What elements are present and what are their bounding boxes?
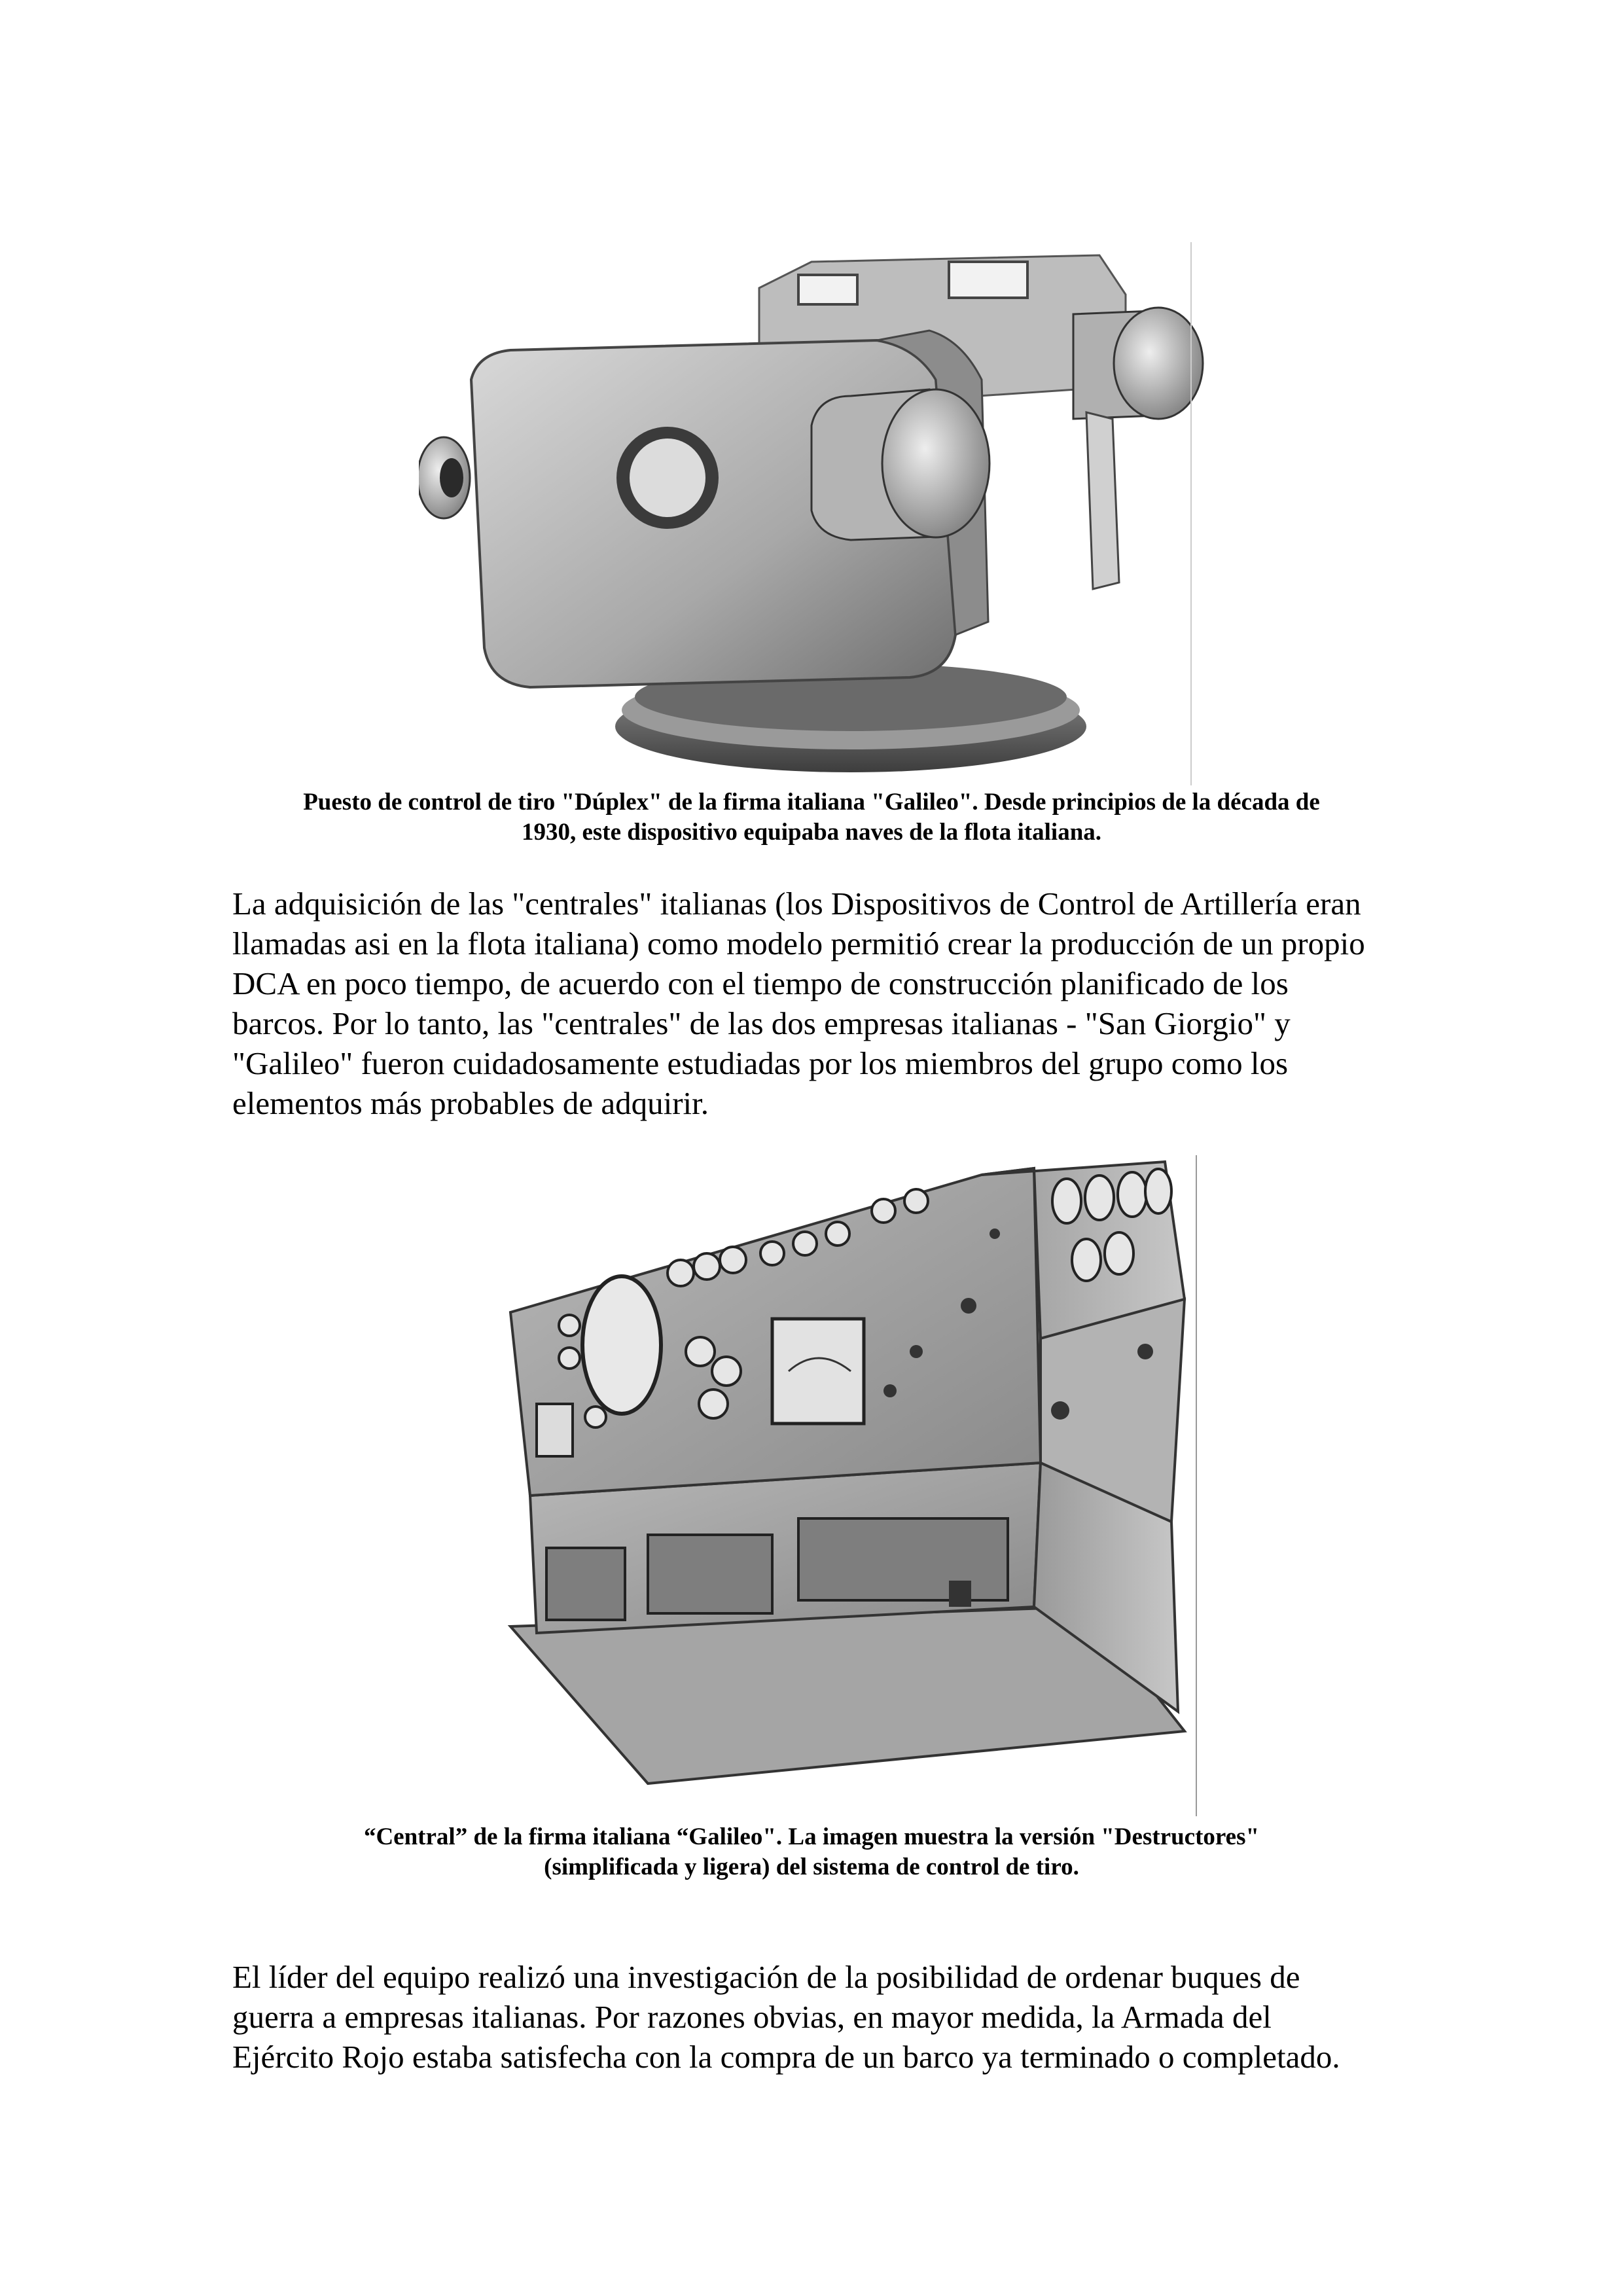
paragraph-line: La adquisición de las "centrales" italianas (los Dispositivos de Control de Artillería eran xyxy=(232,886,1361,922)
figure-duplex-photo xyxy=(419,216,1217,792)
paragraph-1 xyxy=(232,884,1410,1123)
paragraph-line: barcos. Por lo tanto, las "centrales" de las dos empresas italianas - "San Giorgio" y xyxy=(232,1005,1291,1041)
duplex-illustration xyxy=(419,216,1217,792)
paragraph-line: llamadas asi en la flota italiana) como modelo permitió crear la producción de un propio xyxy=(232,925,1365,961)
paragraph-line: Ejército Rojo estaba satisfecha con la compra de un barco ya terminado o completado. xyxy=(232,2039,1340,2075)
paragraph-line: guerra a empresas italianas. Por razones obvias, en mayor medida, la Armada del xyxy=(232,1999,1272,2035)
paragraph-line: DCA en poco tiempo, de acuerdo con el tiempo de construcción planificado de los xyxy=(232,965,1289,1001)
paragraph-2 xyxy=(232,1957,1410,2077)
paragraph-line: elementos más probables de adquirir. xyxy=(232,1085,709,1121)
figure-2-caption-line: “Central” de la firma italiana “Galileo". La imagen muestra la versión "Destructores" xyxy=(363,1823,1260,1850)
figure-2-caption xyxy=(196,1822,1427,1882)
central-illustration xyxy=(432,1155,1211,1820)
figure-1-caption-line: Puesto de control de tiro "Dúplex" de la firma italiana "Galileo". Desde principios de la década de xyxy=(303,789,1320,816)
figure-2-caption-line: (simplificada y ligera) del sistema de control de tiro. xyxy=(544,1854,1079,1880)
figure-1-caption-line: 1930, este dispositivo equipaba naves de la flota italiana. xyxy=(521,819,1102,846)
figure-1-caption xyxy=(196,787,1427,848)
paragraph-line: El líder del equipo realizó una investigación de la posibilidad de ordenar buques de xyxy=(232,1959,1300,1995)
figure-central-photo xyxy=(432,1155,1211,1820)
paragraph-line: "Galileo" fueron cuidadosamente estudiadas por los miembros del grupo como los xyxy=(232,1045,1289,1081)
